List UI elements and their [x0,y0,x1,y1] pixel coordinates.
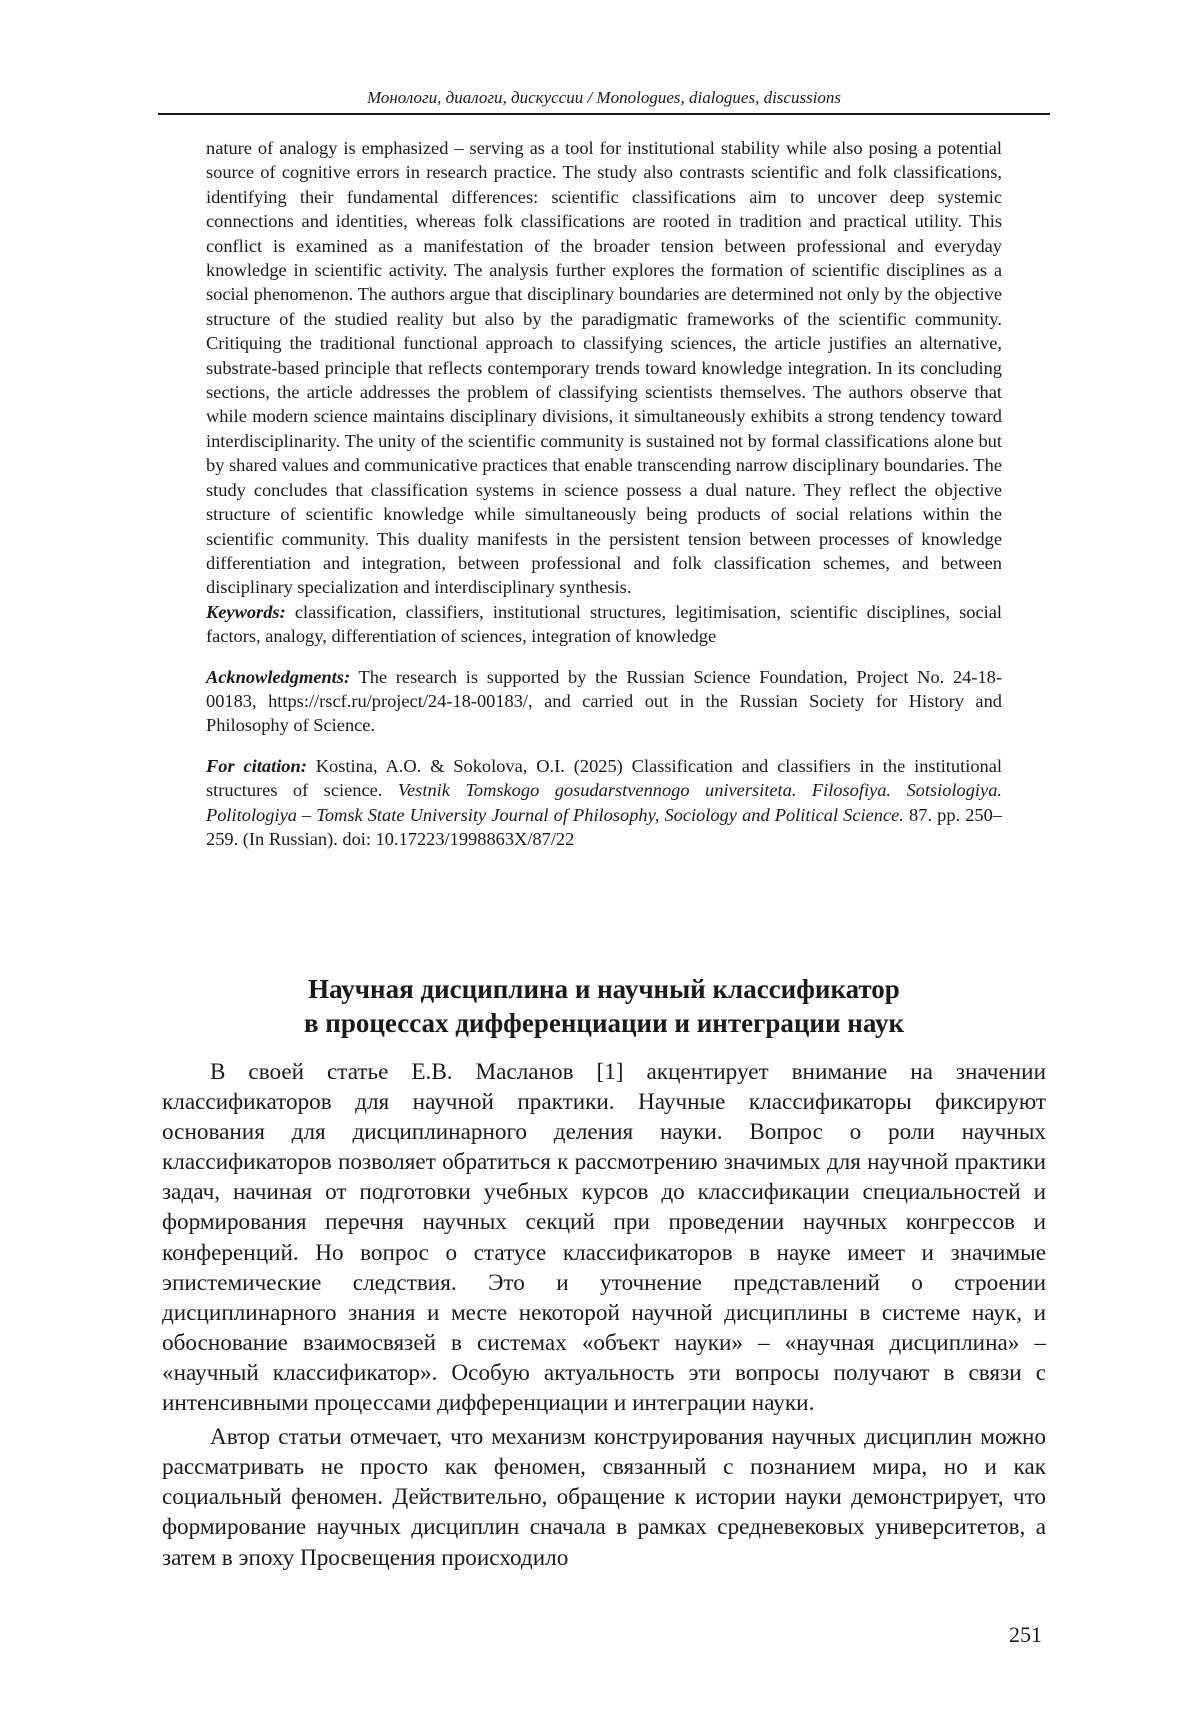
abstract-text: nature of analogy is emphasized – serving as a tool for institutional stability while also posing a potential source of cognitive errors in research practice. The study also contrasts scientific and folk classifications, identifying their fundamental differences: scientific classifications aim to uncover deep systemic connections and identities, whereas folk classifications are rooted in tradition and practical utility. This conflict is examined as a manifestation of the broader tension between professional and everyday knowledge in scientific activity. The analysis further explores the formation of scientific disciplines as a social phenomenon. The authors argue that disciplinary boundaries are determined not only by the objective structure of the studied reality but also by the paradigmatic frameworks of the scientific community. Critiquing the traditional functional approach to classifying sciences, the article justifies an alternative, substrate-based principle that reflects contemporary trends toward knowledge integration. In its concluding sections, the article addresses the problem of classifying scientists themselves. The authors observe that while modern science maintains disciplinary divisions, it simultaneously exhibits a strong tendency toward interdisciplinarity. The unity of the scientific community is sustained not by formal classifications alone but by shared values and communicative practices that enable transcending narrow disciplinary boundaries. The study concludes that classification systems in science possess a dual nature. They reflect the objective structure of scientific knowledge while simultaneously being products of social relations within the scientific community. This duality manifests in the persistent tension between processes of knowledge differentiation and integration, between professional and folk classification schemes, and between disciplinary specialization and interdisciplinary synthesis. [206,138,1002,598]
citation-details: 87. pp. 250–259. (In Russian). doi: 10.17223/1998863X/87/22 [206,804,1002,849]
citation-label: For citation: [206,755,307,776]
abstract-block [206,136,1002,851]
running-header: Монологи, диалоги, дискуссии / Monologues, dialogues, discussions [366,88,842,107]
keywords-label: Keywords: [206,601,286,622]
keywords-text: classification, classifiers, institutional structures, legitimisation, scientific disciplines, social factors, analogy, differentiation of sciences, integration of knowledge [206,601,1002,647]
section-title-line-1: Научная дисциплина и научный классификатор [308,974,900,1004]
page-number: 251 [1009,1622,1042,1647]
citation [206,754,1002,852]
header-divider [158,113,1050,115]
body-text [162,1057,1046,1573]
section-title-line-2: в процессах дифференциации и интеграции наук [303,1008,905,1038]
acknowledgments-text: The research is supported by the Russian Science Foundation, Project No. 24-18-00183, https://rscf.ru/project/24-18-00183/, and carried out in the Russian Society for History and Philosophy of Science. [206,666,1003,736]
section-title [158,972,1050,1040]
body-paragraph-2: Автор статьи отмечает, что механизм конструирования научных дисциплин можно рассматривать не просто как феномен, связанный с познанием мира, но и как социальный феномен. Действительно, обращение к истории науки демонстрирует, что формирование научных дисциплин сначала в рамках средневековых университетов, а затем в эпоху Просвещения происходило [162,1424,1046,1571]
keywords [206,600,1002,649]
acknowledgments [206,665,1002,738]
citation-authors: Kostina, A.O. & Sokolova, O.I. (2025) Classification and classifiers in the institutional structures of science. [206,755,1002,801]
citation-journal: Vestnik Tomskogo gosudarstvennogo universiteta. Filosofiya. Sotsiologiya. Politologiya – Tomsk State University Journal of Philosophy, Sociology and Political Science. [206,780,1002,825]
body-paragraph-1: В своей статье Е.В. Масланов [1] акцентирует внимание на значении классификаторов для научной практики. Научные классификаторы фиксируют основания для дисциплинарного деления науки. Вопрос о роли научных классификаторов позволяет обратиться к рассмотрению значимых для научной практики задач, начиная от подготовки учебных курсов до классификации специальностей и формирования перечня научных секций при проведении научных конгрессов и конференций. Но вопрос о статусе классификаторов в науке имеет и значимые эпистемические следствия. Это и уточнение представлений о строении дисциплинарного знания и месте некоторой научной дисциплины в системе наук, и обоснование взаимосвязей в системах «объект науки» – «научная дисциплина» – «научный классификатор». Особую актуальность эти вопросы получают в связи с интенсивными процессами дифференциации и интеграции науки. [162,1059,1046,1417]
acknowledgments-label: Acknowledgments: [206,666,351,687]
